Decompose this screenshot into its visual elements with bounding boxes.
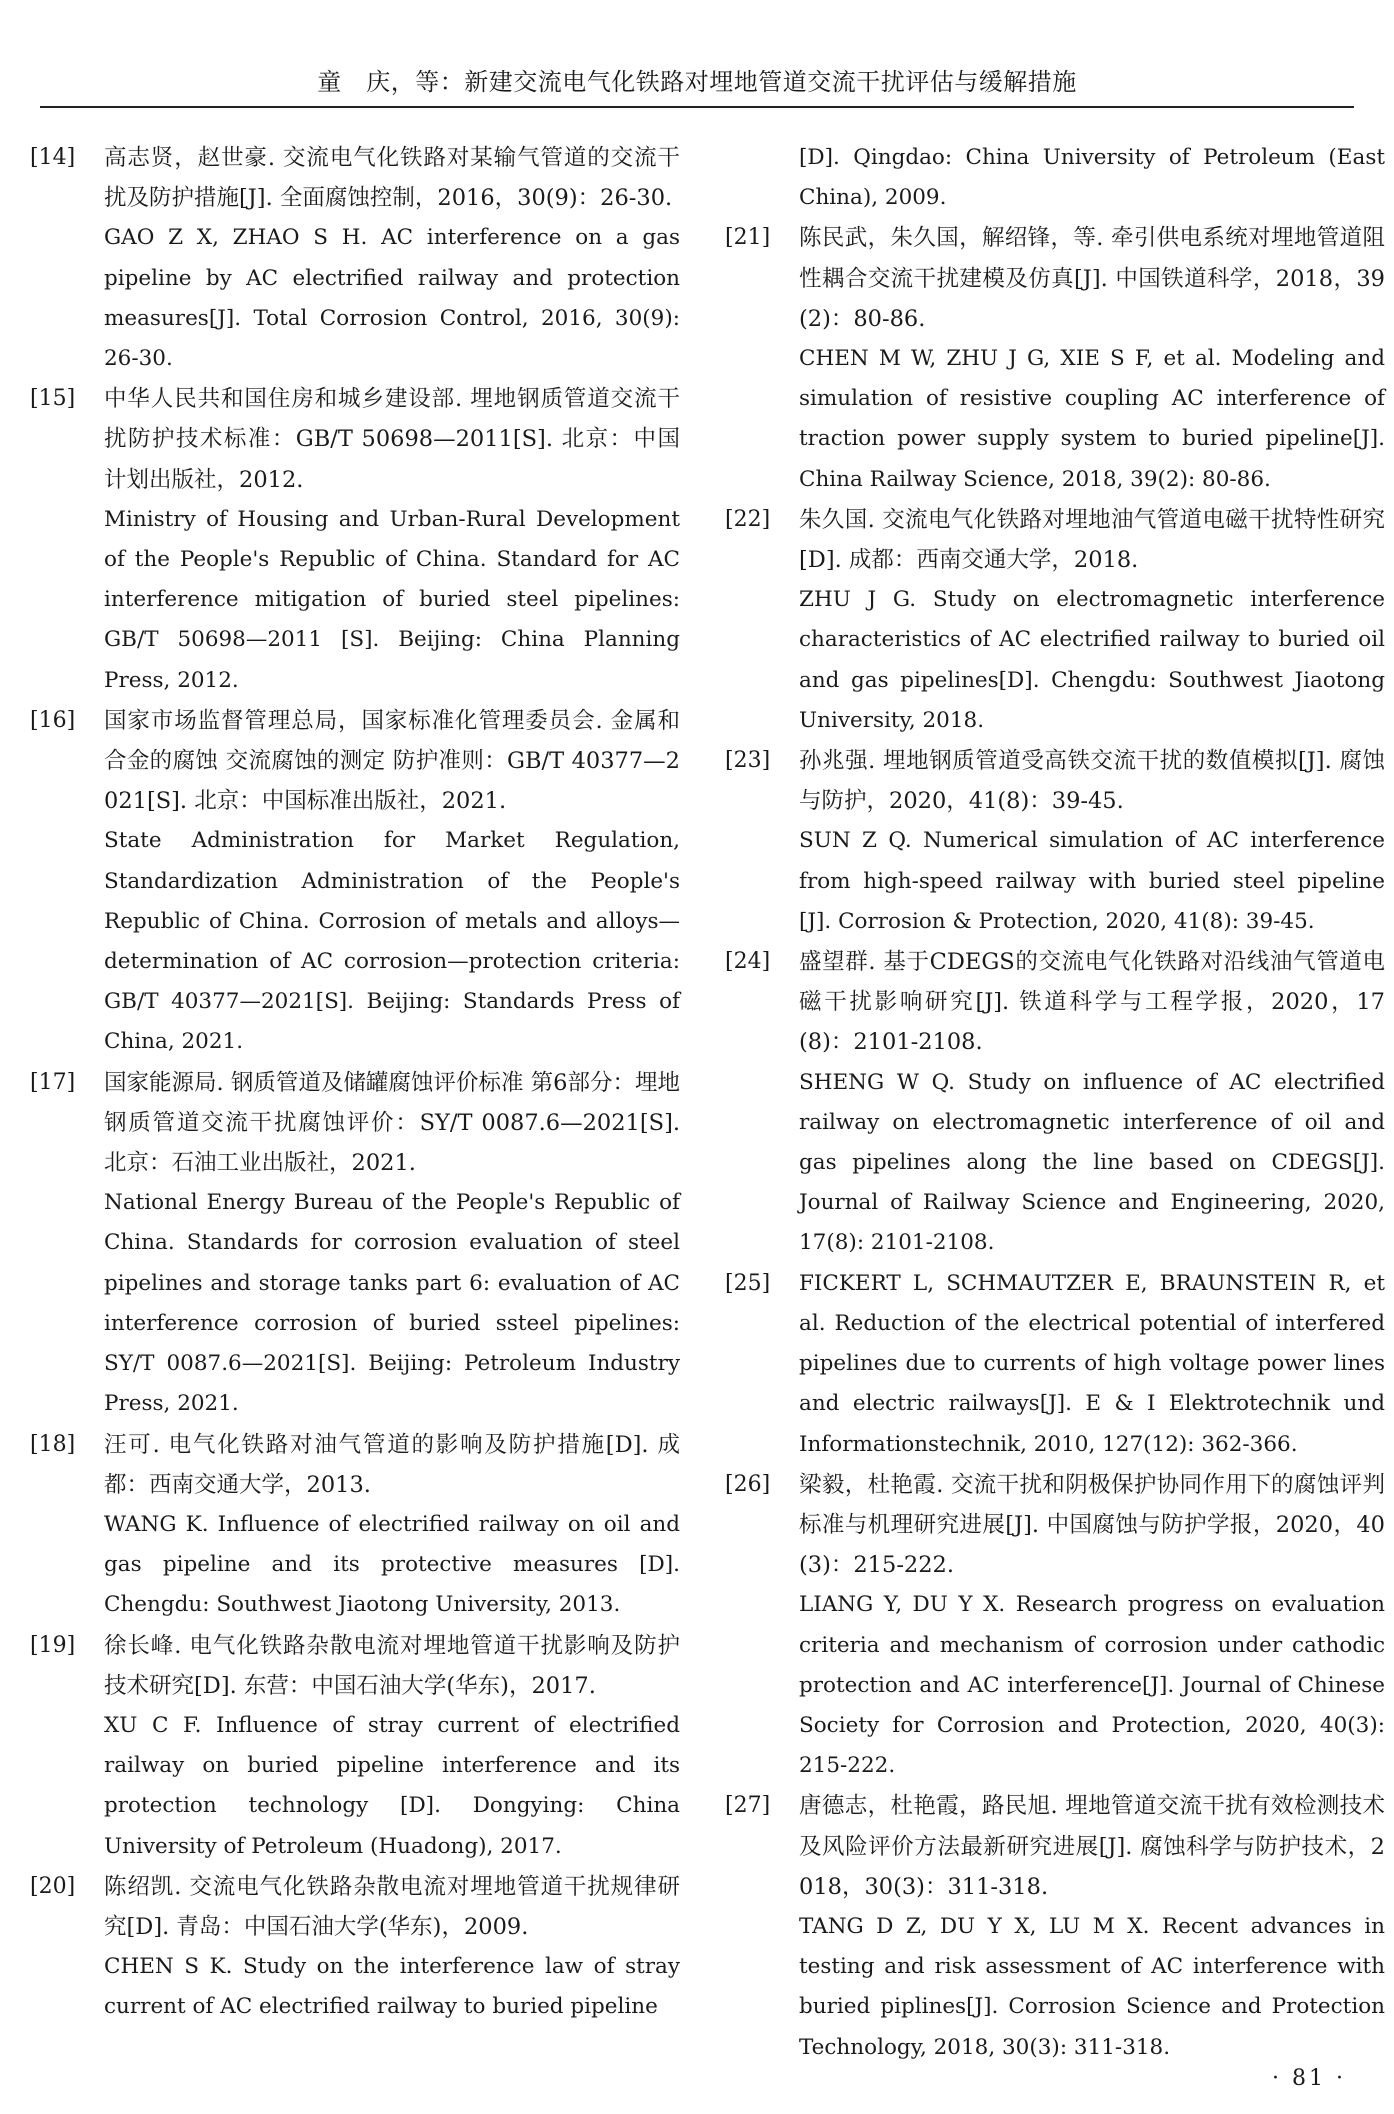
reference-entry (30, 1626, 680, 1867)
reference-text-en: FICKERT L, SCHMAUTZER E, BRAUNSTEIN R, et al. Reduction of the electrical potential of interfered pipelines due to currents of high voltage power lines and electric railways[J]. E & I Elektrotechnik und Informationstechnik, 2010, 127(12): 362-366. (799, 1270, 1385, 1457)
reference-text-zh: 朱久国. 交流电气化铁路对埋地油气管道电磁干扰特性研究[D]. 成都：西南交通大学，2018. (799, 506, 1385, 574)
page-number: · 81 · (1272, 2066, 1346, 2091)
reference-column-left (30, 138, 680, 2028)
reference-number: [27] (725, 1793, 771, 1819)
reference-number: [22] (725, 506, 771, 532)
reference-text-en: Ministry of Housing and Urban-Rural Development of the People's Republic of China. Standard for AC interference mitigation of buried steel pipelines: GB/T 50698—2011 [S]. Beijing: China Planning Press, 2012. (104, 506, 680, 693)
reference-entry (30, 1867, 680, 2028)
reference-entry (30, 379, 680, 701)
reference-number: [16] (30, 707, 76, 733)
reference-entry (30, 1425, 680, 1626)
reference-entry (725, 500, 1385, 741)
reference-text-en: CHEN S K. Study on the interference law of stray current of AC electrified railway to buried pipeline (104, 1954, 680, 2020)
reference-entry (725, 1786, 1385, 2067)
reference-text-en: LIANG Y, DU Y X. Research progress on evaluation criteria and mechanism of corrosion under cathodic protection and AC interference[J]. Journal of Chinese Society for Corrosion and Protection, 2020, 40(3): 215-222. (799, 1592, 1385, 1779)
reference-text-zh: 陈民武，朱久国，解绍锋，等. 牵引供电系统对埋地管道阻性耦合交流干扰建模及仿真[J]. 中国铁道科学，2018，39(2)：80-86. (799, 225, 1385, 332)
reference-entry (30, 1063, 680, 1425)
reference-text-en: SHENG W Q. Study on influence of AC electrified railway on electromagnetic interference of oil and gas pipelines along the line based on CDEGS[J]. Journal of Railway Science and Engineering, 2020, 17(8): 2101-2108. (799, 1069, 1385, 1256)
reference-text-zh: 国家能源局. 钢质管道及储罐腐蚀评价标准 第6部分：埋地钢质管道交流干扰腐蚀评价：SY/T 0087.6—2021[S]. 北京：石油工业出版社，2021. (104, 1069, 680, 1177)
reference-text-zh: 孙兆强. 埋地钢质管道受高铁交流干扰的数值模拟[J]. 腐蚀与防护，2020，41(8)：39-45. (799, 748, 1385, 815)
reference-entry (725, 1465, 1385, 1787)
reference-text-zh: 国家市场监督管理总局，国家标准化管理委员会. 金属和合金的腐蚀 交流腐蚀的测定 防护准则：GB/T 40377—2021[S]. 北京：中国标准出版社，2021. (104, 707, 680, 815)
reference-text-zh: 高志贤，赵世豪. 交流电气化铁路对某输气管道的交流干扰及防护措施[J]. 全面腐蚀控制，2016，30(9)：26-30. (104, 145, 680, 212)
reference-entry (725, 1264, 1385, 1465)
reference-text-zh: 梁毅，杜艳霞. 交流干扰和阴极保护协同作用下的腐蚀评判标准与机理研究进展[J]. 中国腐蚀与防护学报，2020，40(3)：215-222. (799, 1471, 1385, 1579)
reference-text-zh: 汪可. 电气化铁路对油气管道的影响及防护措施[D]. 成都：西南交通大学，2013. (104, 1431, 680, 1498)
reference-text-zh: 盛望群. 基于CDEGS的交流电气化铁路对沿线油气管道电磁干扰影响研究[J]. 铁道科学与工程学报，2020，17(8)：2101-2108. (799, 949, 1385, 1056)
reference-entry (725, 942, 1385, 1264)
header-rule (40, 106, 1354, 108)
reference-number: [23] (725, 748, 771, 774)
reference-number: [18] (30, 1431, 76, 1457)
running-header: 童 庆，等：新建交流电气化铁路对埋地管道交流干扰评估与缓解措施 (317, 68, 1077, 96)
reference-column-right (725, 138, 1385, 2068)
reference-number: [20] (30, 1873, 76, 1899)
reference-number: [24] (725, 949, 771, 975)
reference-text-en: State Administration for Market Regulation, Standardization Administration of the People's Republic of China. Corrosion of metals and alloys—determination of AC corrosion—protection criteria: GB/T 40377—2021[S]. Beijing: Standards Press of China, 2021. (104, 828, 680, 1055)
reference-number: [14] (30, 145, 76, 170)
reference-number: [21] (725, 225, 771, 251)
reference-entry (30, 701, 680, 1063)
reference-text-en: GAO Z X, ZHAO S H. AC interference on a gas pipeline by AC electrified railway and protection measures[J]. Total Corrosion Control, 2016, 30(9): 26-30. (104, 225, 680, 372)
reference-number: [26] (725, 1471, 771, 1497)
reference-entry (30, 138, 680, 379)
reference-text-zh: 中华人民共和国住房和城乡建设部. 埋地钢质管道交流干扰防护技术标准：GB/T 50698—2011[S]. 北京：中国计划出版社，2012. (104, 386, 680, 493)
reference-text-en: TANG D Z, DU Y X, LU M X. Recent advances in testing and risk assessment of AC interference with buried piplines[J]. Corrosion Science and Protection Technology, 2018, 30(3): 311-318. (799, 1913, 1385, 2060)
reference-entry (725, 741, 1385, 942)
reference-entry (725, 218, 1385, 499)
reference-number: [19] (30, 1632, 76, 1658)
reference-text-zh: 陈绍凯. 交流电气化铁路杂散电流对埋地管道干扰规律研究[D]. 青岛：中国石油大学(华东)，2009. (104, 1873, 680, 1940)
reference-text-en: National Energy Bureau of the People's Republic of China. Standards for corrosion evaluation of steel pipelines and storage tanks part 6: evaluation of AC interference corrosion of buried ssteel pipelines: SY/T 0087.6—2021[S]. Beijing: Petroleum Industry Press, 2021. (104, 1190, 680, 1417)
reference-number: [15] (30, 386, 76, 412)
reference-number: [25] (725, 1270, 771, 1296)
reference-text-en: XU C F. Influence of stray current of electrified railway on buried pipeline interference and its protection technology [D]. Dongying: China University of Petroleum (Huadong), 2017. (104, 1712, 680, 1859)
reference-text-en: SUN Z Q. Numerical simulation of AC interference from high-speed railway with buried steel pipeline [J]. Corrosion & Protection, 2020, 41(8): 39-45. (799, 828, 1385, 934)
reference-text-en: [D]. Qingdao: China University of Petroleum (East China), 2009. (799, 145, 1385, 211)
reference-text-en: ZHU J G. Study on electromagnetic interference characteristics of AC electrified railway to buried oil and gas pipelines[D]. Chengdu: Southwest Jiaotong University, 2018. (799, 587, 1385, 733)
reference-text-en: CHEN M W, ZHU J G, XIE S F, et al. Modeling and simulation of resistive coupling AC interference of traction power supply system to buried pipeline[J]. China Railway Science, 2018, 39(2): 80-86. (799, 346, 1385, 492)
reference-text-zh: 唐德志，杜艳霞，路民旭. 埋地管道交流干扰有效检测技术及风险评价方法最新研究进展[J]. 腐蚀科学与防护技术，2018，30(3)：311-318. (799, 1793, 1385, 1900)
reference-text-en: WANG K. Influence of electrified railway on oil and gas pipeline and its protective measures [D]. Chengdu: Southwest Jiaotong University, 2013. (104, 1511, 680, 1618)
reference-entry-continued (725, 138, 1385, 218)
reference-number: [17] (30, 1069, 76, 1095)
reference-text-zh: 徐长峰. 电气化铁路杂散电流对埋地管道干扰影响及防护技术研究[D]. 东营：中国石油大学(华东)，2017. (104, 1632, 680, 1699)
